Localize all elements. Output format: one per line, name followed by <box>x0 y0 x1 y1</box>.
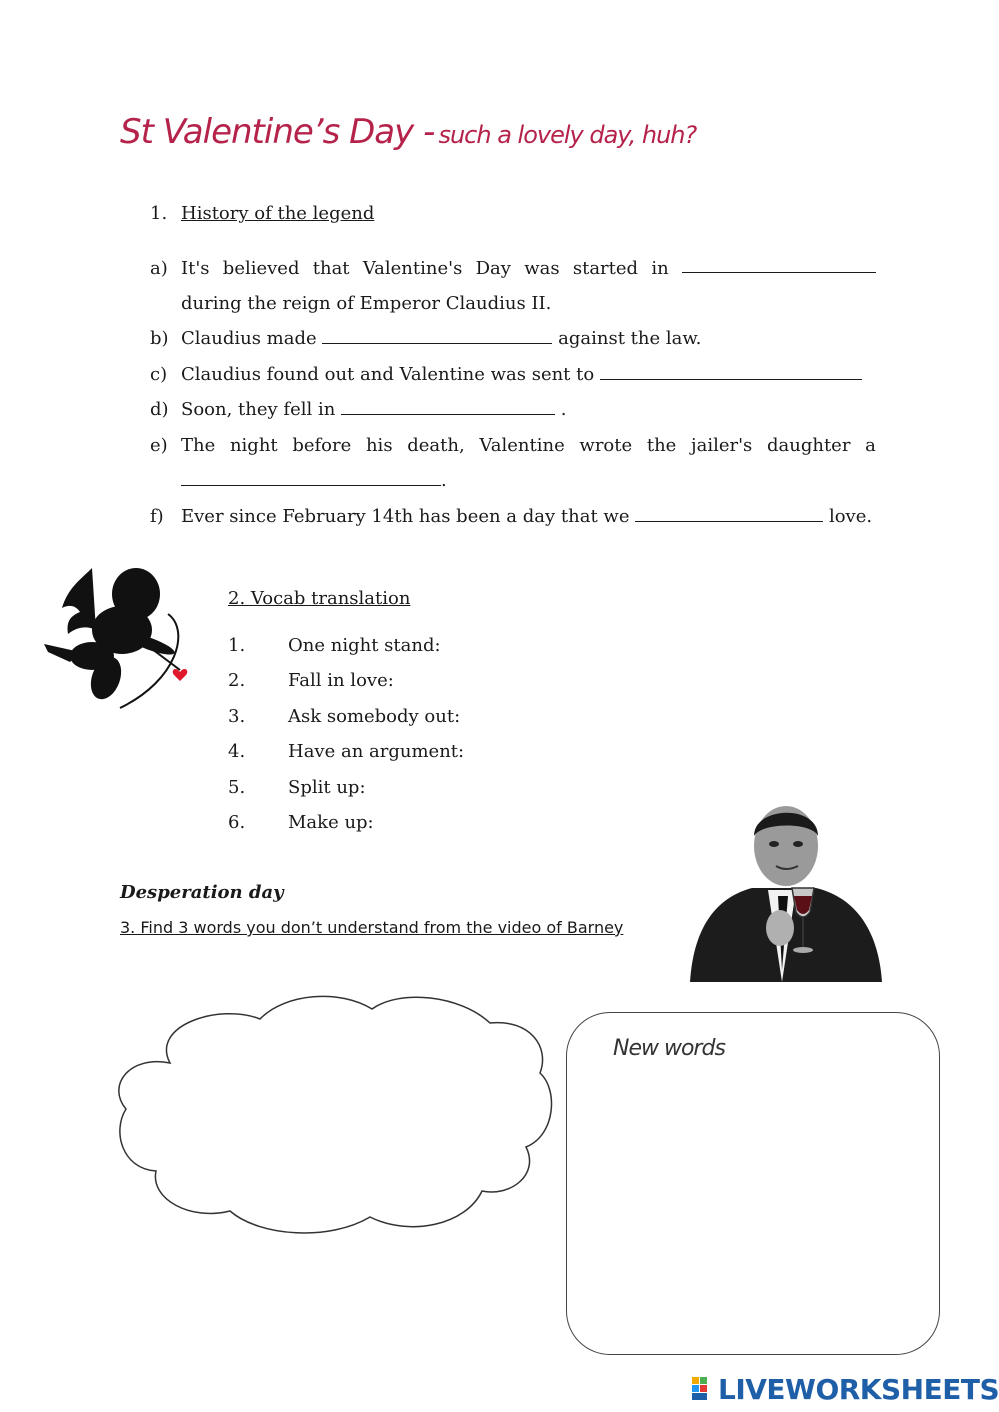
vocab-item <box>228 706 460 727</box>
question-b-after: against the law. <box>558 328 702 349</box>
question-f-after: love. <box>828 506 873 527</box>
answer-blank-a[interactable] <box>682 258 876 273</box>
vocab-number: 2. <box>228 670 246 691</box>
title-main: St Valentine’s Day - <box>120 112 435 152</box>
word: before <box>292 435 352 456</box>
word: in <box>651 258 669 279</box>
question-e <box>150 435 876 456</box>
question-a-line2: during the reign of Emperor Claudius II. <box>181 293 552 314</box>
word: the <box>646 435 677 456</box>
new-words-box[interactable] <box>566 1012 940 1355</box>
question-c-label: c) <box>150 364 168 385</box>
question-b <box>150 328 701 349</box>
cloud-shape[interactable] <box>110 985 556 1241</box>
vocab-item <box>228 670 394 691</box>
word: Valentine <box>479 435 565 456</box>
liveworksheets-logo-icon <box>692 1377 716 1401</box>
new-words-label: New words <box>613 1036 725 1061</box>
question-d-label: d) <box>150 399 169 420</box>
word: wrote <box>579 435 633 456</box>
vocab-text: One night stand: <box>288 635 441 656</box>
word: It's <box>181 258 210 279</box>
question-e-after: . <box>441 470 447 491</box>
page-title <box>120 112 696 152</box>
vocab-item <box>228 741 464 762</box>
word: jailer's <box>691 435 753 456</box>
question-b-label: b) <box>150 328 169 349</box>
question-e-label: e) <box>150 435 168 456</box>
barney-image <box>682 800 886 986</box>
section2-heading: 2. Vocab translation <box>228 588 411 609</box>
vocab-item <box>228 777 366 798</box>
answer-blank-f[interactable] <box>635 507 823 522</box>
word: his <box>365 435 393 456</box>
answer-blank-b[interactable] <box>322 329 552 344</box>
cupid-image <box>40 560 200 715</box>
answer-blank-c[interactable] <box>600 365 862 380</box>
section3-title: Desperation day <box>120 882 284 903</box>
vocab-text: Make up: <box>288 812 374 833</box>
question-d-after: . <box>560 399 567 420</box>
question-f-text: Ever since February 14th has been a day that we <box>181 506 630 527</box>
title-subtitle: such a lovely day, huh? <box>438 121 697 149</box>
vocab-number: 4. <box>228 741 246 762</box>
question-f-label: f) <box>150 506 164 527</box>
word: Day <box>475 258 511 279</box>
vocab-item <box>228 635 441 656</box>
vocab-number: 5. <box>228 777 246 798</box>
section1-title: History of the legend <box>181 203 375 224</box>
word: that <box>312 258 350 279</box>
section1-number: 1. <box>150 203 168 224</box>
question-a <box>150 258 876 279</box>
word: a <box>865 435 876 456</box>
brand-text: LIVEWORKSHEETS <box>718 1373 999 1406</box>
word: The <box>181 435 216 456</box>
question-e-line2 <box>181 470 447 491</box>
question-d <box>150 399 567 420</box>
word: death, <box>407 435 465 456</box>
question-c <box>150 364 862 385</box>
word: daughter <box>766 435 851 456</box>
vocab-text: Ask somebody out: <box>288 706 461 727</box>
vocab-number: 6. <box>228 812 246 833</box>
word: started <box>572 258 639 279</box>
question-c-text: Claudius found out and Valentine was sent to <box>181 364 595 385</box>
section3-instruction: 3. Find 3 words you don’t understand from the video of Barney <box>120 918 624 937</box>
vocab-number: 3. <box>228 706 246 727</box>
vocab-item <box>228 812 374 833</box>
word: night <box>229 435 278 456</box>
word: Valentine's <box>362 258 463 279</box>
word: was <box>524 258 560 279</box>
answer-blank-e[interactable] <box>181 471 441 486</box>
vocab-text: Have an argument: <box>288 741 465 762</box>
brand-logo <box>692 1373 999 1406</box>
vocab-number: 1. <box>228 635 246 656</box>
question-a-label: a) <box>150 258 168 279</box>
question-f <box>150 506 872 527</box>
question-d-text: Soon, they fell in <box>181 399 336 420</box>
question-b-text: Claudius made <box>181 328 317 349</box>
section1-heading <box>150 203 374 224</box>
vocab-text: Fall in love: <box>288 670 394 691</box>
word: believed <box>222 258 300 279</box>
heart-icon <box>173 669 188 681</box>
vocab-text: Split up: <box>288 777 366 798</box>
answer-blank-d[interactable] <box>341 400 555 415</box>
